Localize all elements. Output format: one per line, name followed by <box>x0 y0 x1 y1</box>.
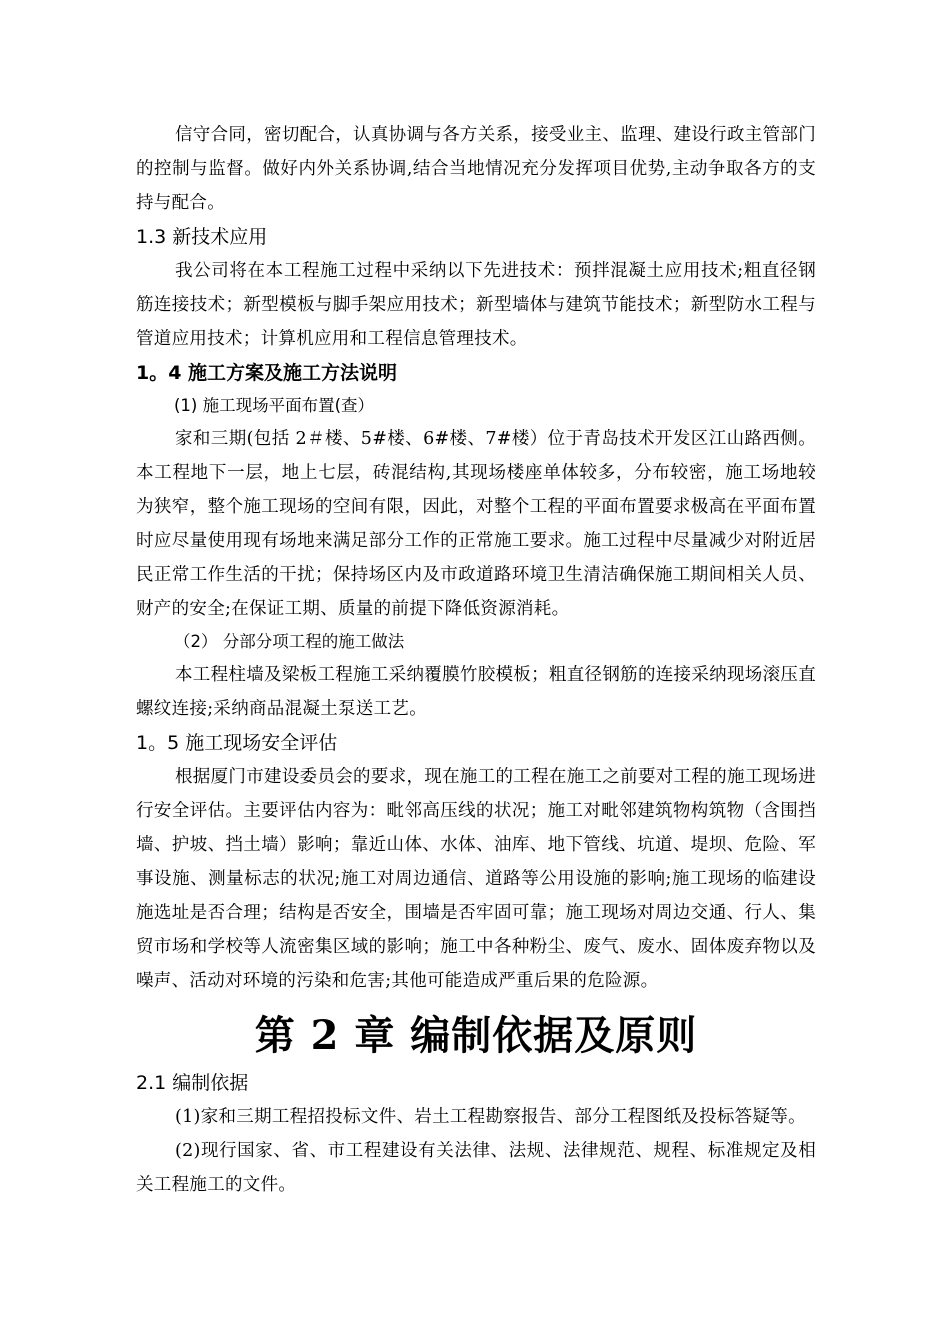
document-content <box>136 118 816 1202</box>
paragraph: 家和三期(包括 2＃楼、5#楼、6#楼、7#楼）位于青岛技术开发区江山路西侧。本工程地下一层，地上七层，砖混结构,其现场楼座单体较多，分布较密，施工场地较为狭窄，整个施工现场的空间有限，因此，对整个工程的平面布置要求极高在平面布置时应尽量使用现有场地来满足部分工作的正常施工要求。施工过程中尽量减少对附近居民正常工作生活的干扰；保持场区内及市政道路环境卫生清洁确保施工期间相关人员、财产的安全;在保证工期、质量的前提下降低资源消耗。 <box>136 429 816 619</box>
subheading-2: （2） 分部分项工程的施工做法 <box>174 632 405 651</box>
subheading-1: (1) 施工现场平面布置(查） <box>174 396 375 415</box>
paragraph: 我公司将在本工程施工过程中采纳以下先进技术：预拌混凝土应用技术;粗直径钢筋连接技术；新型模板与脚手架应用技术；新型墙体与建筑节能技术；新型防水工程与管道应用技术；计算机应用和工程信息管理技术。 <box>136 261 816 349</box>
section-heading-1-5: 1。5 施工现场安全评估 <box>136 732 338 754</box>
paragraph: (2)现行国家、省、市工程建设有关法律、法规、法律规范、规程、标准规定及相关工程施工的文件。 <box>136 1141 816 1195</box>
section-heading-1-3: 1.3 新技术应用 <box>136 226 268 248</box>
chapter-title: 第 2 章 编制依据及原则 <box>254 1012 698 1059</box>
paragraph: (1)家和三期工程招投标文件、岩土工程勘察报告、部分工程图纸及投标答疑等。 <box>175 1107 806 1127</box>
paragraph: 本工程柱墙及梁板工程施工采纳覆膜竹胶模板；粗直径钢筋的连接采纳现场滚压直螺纹连接;采纳商品混凝土泵送工艺。 <box>136 665 816 719</box>
paragraph: 根据厦门市建设委员会的要求，现在施工的工程在施工之前要对工程的施工现场进行安全评估。主要评估内容为：毗邻高压线的状况；施工对毗邻建筑物构筑物（含围挡墙、护坡、挡土墙）影响；靠近山体、水体、油库、地下管线、坑道、堤坝、危险、军事设施、测量标志的状况;施工对周边通信、道路等公用设施的影响;施工现场的临建设施选址是否合理；结构是否安全，围墙是否牢固可靠；施工现场对周边交通、行人、集贸市场和学校等人流密集区域的影响；施工中各种粉尘、废气、废水、固体废弃物以及噪声、活动对环境的污染和危害;其他可能造成严重后果的危险源。 <box>136 767 816 991</box>
section-heading-1-4: 1。4 施工方案及施工方法说明 <box>136 362 398 384</box>
paragraph: 信守合同，密切配合，认真协调与各方关系，接受业主、监理、建设行政主管部门的控制与监督。做好内外关系协调,结合当地情况充分发挥项目优势,主动争取各方的支持与配合。 <box>136 125 816 213</box>
section-heading-2-1: 2.1 编制依据 <box>136 1072 249 1094</box>
